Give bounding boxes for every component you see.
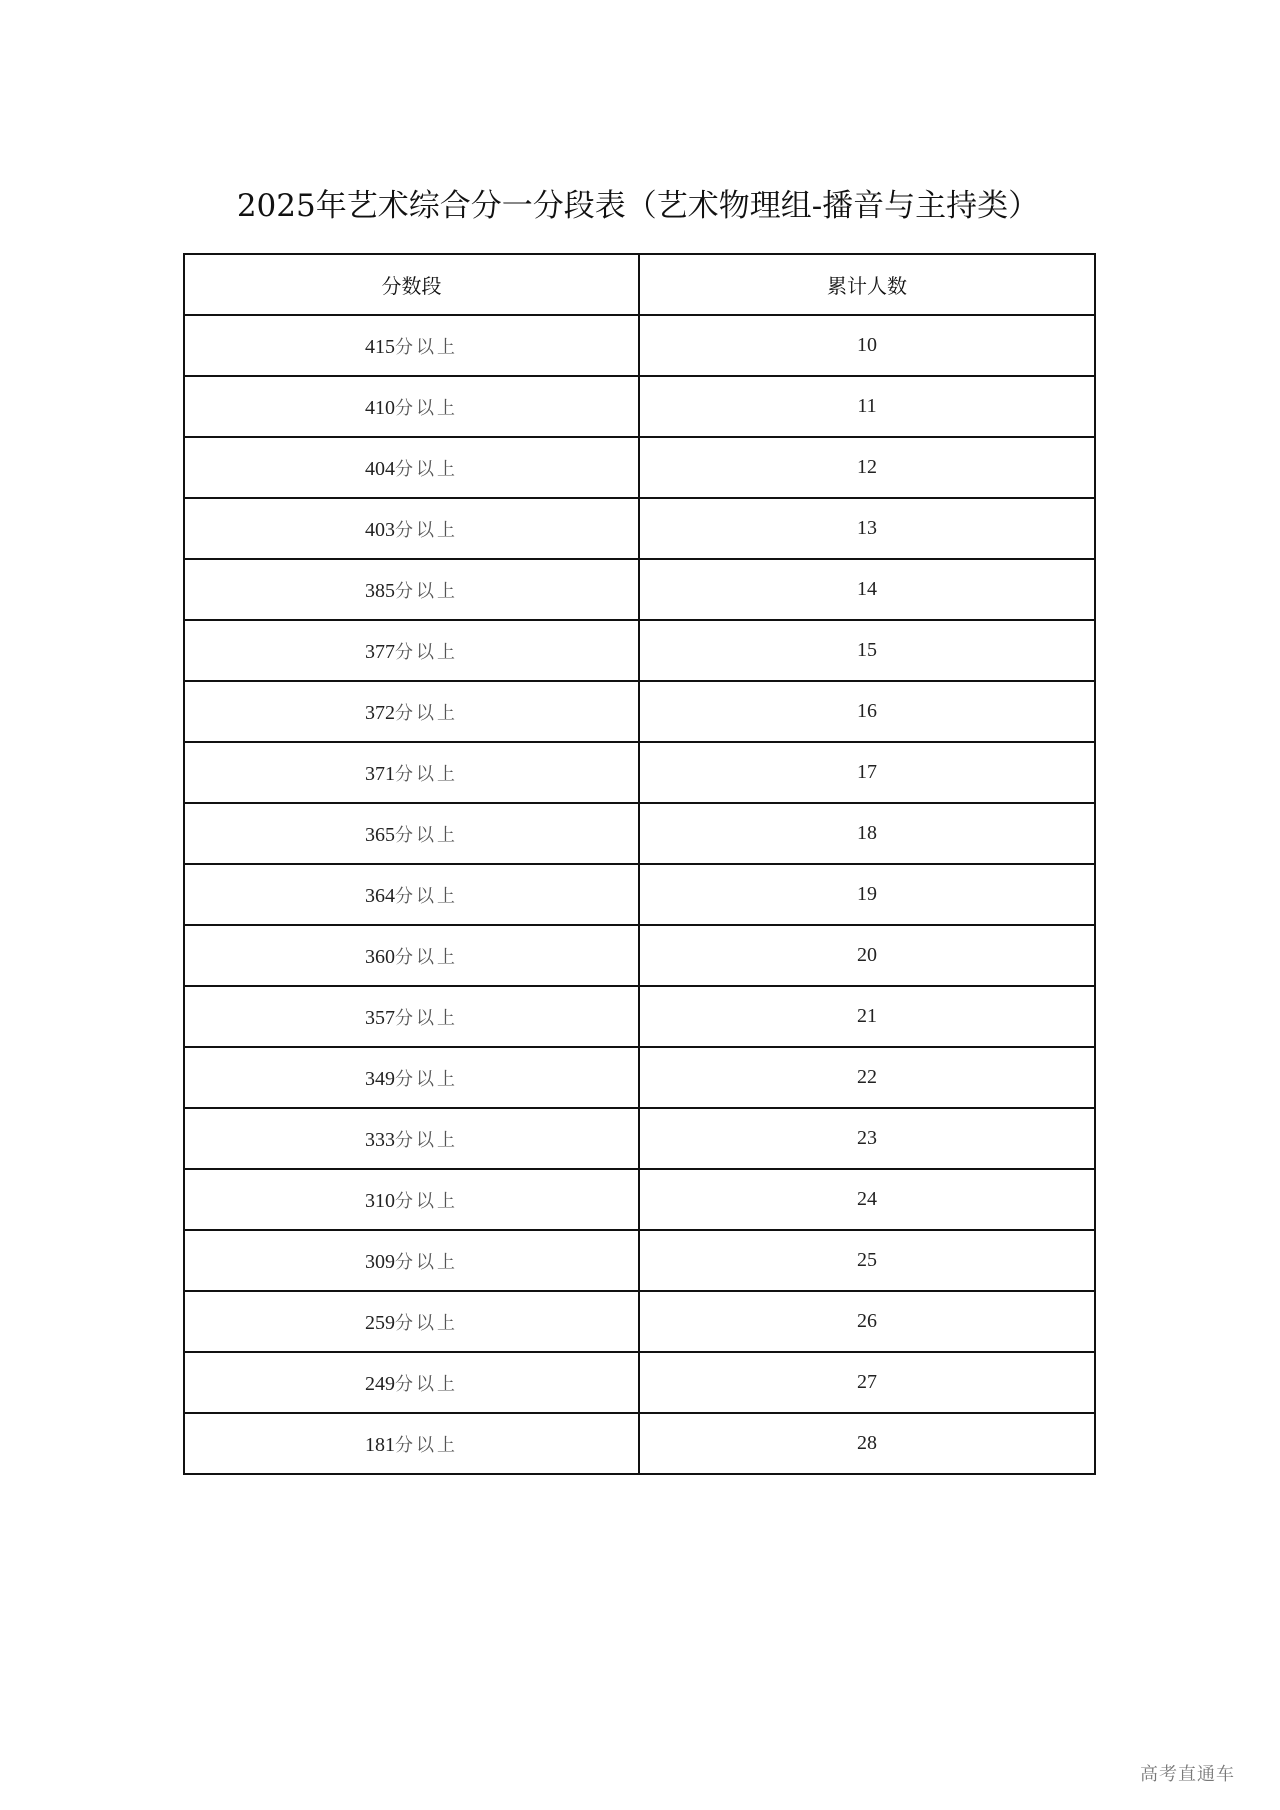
score-cell bbox=[184, 1047, 639, 1108]
score-value: 364 bbox=[365, 884, 395, 907]
count-cell: 27 bbox=[639, 1352, 1095, 1413]
score-value: 357 bbox=[365, 1006, 395, 1029]
table-row bbox=[184, 1352, 1095, 1413]
count-cell: 23 bbox=[639, 1108, 1095, 1169]
score-suffix: 分以上 bbox=[395, 1312, 458, 1334]
score-suffix: 分以上 bbox=[395, 458, 458, 480]
score-suffix: 分以上 bbox=[395, 763, 458, 785]
score-value: 309 bbox=[365, 1250, 395, 1273]
count-cell: 26 bbox=[639, 1291, 1095, 1352]
score-suffix: 分以上 bbox=[395, 885, 458, 907]
score-suffix: 分以上 bbox=[395, 1434, 458, 1456]
count-cell: 15 bbox=[639, 620, 1095, 681]
count-cell: 17 bbox=[639, 742, 1095, 803]
count-cell: 11 bbox=[639, 376, 1095, 437]
score-value: 333 bbox=[365, 1128, 395, 1151]
table-row bbox=[184, 1108, 1095, 1169]
header-score-range: 分数段 bbox=[184, 254, 639, 315]
score-suffix: 分以上 bbox=[395, 1007, 458, 1029]
page-title: 2025年艺术综合分一分段表（艺术物理组-播音与主持类） bbox=[236, 188, 1040, 224]
score-cell bbox=[184, 925, 639, 986]
score-value: 365 bbox=[365, 823, 395, 846]
count-cell: 25 bbox=[639, 1230, 1095, 1291]
score-suffix: 分以上 bbox=[395, 519, 458, 541]
score-cell bbox=[184, 1352, 639, 1413]
table-row bbox=[184, 1047, 1095, 1108]
table-row bbox=[184, 559, 1095, 620]
count-cell: 19 bbox=[639, 864, 1095, 925]
table-row bbox=[184, 1413, 1095, 1474]
score-value: 415 bbox=[365, 335, 395, 358]
table-body bbox=[184, 315, 1095, 1474]
score-suffix: 分以上 bbox=[395, 397, 458, 419]
score-value: 249 bbox=[365, 1372, 395, 1395]
table-row bbox=[184, 925, 1095, 986]
score-suffix: 分以上 bbox=[395, 1068, 458, 1090]
score-value: 349 bbox=[365, 1067, 395, 1090]
score-cell bbox=[184, 620, 639, 681]
score-suffix: 分以上 bbox=[395, 1251, 458, 1273]
score-cell bbox=[184, 742, 639, 803]
score-suffix: 分以上 bbox=[395, 1129, 458, 1151]
table-row bbox=[184, 498, 1095, 559]
score-suffix: 分以上 bbox=[395, 641, 458, 663]
count-cell: 16 bbox=[639, 681, 1095, 742]
score-value: 360 bbox=[365, 945, 395, 968]
score-cell bbox=[184, 315, 639, 376]
score-cell bbox=[184, 681, 639, 742]
table-row bbox=[184, 437, 1095, 498]
score-value: 410 bbox=[365, 396, 395, 419]
count-cell: 24 bbox=[639, 1169, 1095, 1230]
score-suffix: 分以上 bbox=[395, 1190, 458, 1212]
table-row bbox=[184, 864, 1095, 925]
score-value: 377 bbox=[365, 640, 395, 663]
count-cell: 13 bbox=[639, 498, 1095, 559]
table-row bbox=[184, 803, 1095, 864]
score-cell bbox=[184, 498, 639, 559]
header-cumulative-count: 累计人数 bbox=[639, 254, 1095, 315]
score-suffix: 分以上 bbox=[395, 946, 458, 968]
score-cell bbox=[184, 1230, 639, 1291]
score-value: 310 bbox=[365, 1189, 395, 1212]
count-cell: 14 bbox=[639, 559, 1095, 620]
table-row bbox=[184, 742, 1095, 803]
score-cell bbox=[184, 1291, 639, 1352]
score-cell bbox=[184, 1169, 639, 1230]
count-cell: 10 bbox=[639, 315, 1095, 376]
count-cell: 28 bbox=[639, 1413, 1095, 1474]
score-cell bbox=[184, 437, 639, 498]
score-cell bbox=[184, 864, 639, 925]
table-row bbox=[184, 1169, 1095, 1230]
score-cell bbox=[184, 376, 639, 437]
table-row bbox=[184, 1291, 1095, 1352]
score-cell bbox=[184, 1108, 639, 1169]
table-row bbox=[184, 1230, 1095, 1291]
score-cell bbox=[184, 986, 639, 1047]
count-cell: 18 bbox=[639, 803, 1095, 864]
table-row bbox=[184, 315, 1095, 376]
count-cell: 20 bbox=[639, 925, 1095, 986]
table-row bbox=[184, 376, 1095, 437]
score-distribution-table bbox=[183, 253, 1096, 1475]
score-cell bbox=[184, 1413, 639, 1474]
score-suffix: 分以上 bbox=[395, 824, 458, 846]
score-value: 385 bbox=[365, 579, 395, 602]
score-value: 372 bbox=[365, 701, 395, 724]
count-cell: 22 bbox=[639, 1047, 1095, 1108]
score-value: 371 bbox=[365, 762, 395, 785]
score-cell bbox=[184, 803, 639, 864]
score-suffix: 分以上 bbox=[395, 702, 458, 724]
count-cell: 21 bbox=[639, 986, 1095, 1047]
score-cell bbox=[184, 559, 639, 620]
score-suffix: 分以上 bbox=[395, 1373, 458, 1395]
table-row bbox=[184, 620, 1095, 681]
table-row bbox=[184, 986, 1095, 1047]
score-value: 403 bbox=[365, 518, 395, 541]
score-suffix: 分以上 bbox=[395, 580, 458, 602]
count-cell: 12 bbox=[639, 437, 1095, 498]
score-suffix: 分以上 bbox=[395, 336, 458, 358]
table-row bbox=[184, 681, 1095, 742]
watermark: 高考直通车 bbox=[1140, 1764, 1235, 1785]
score-value: 181 bbox=[365, 1433, 395, 1456]
score-value: 259 bbox=[365, 1311, 395, 1334]
score-value: 404 bbox=[365, 457, 395, 480]
table-header-row bbox=[184, 254, 1095, 315]
